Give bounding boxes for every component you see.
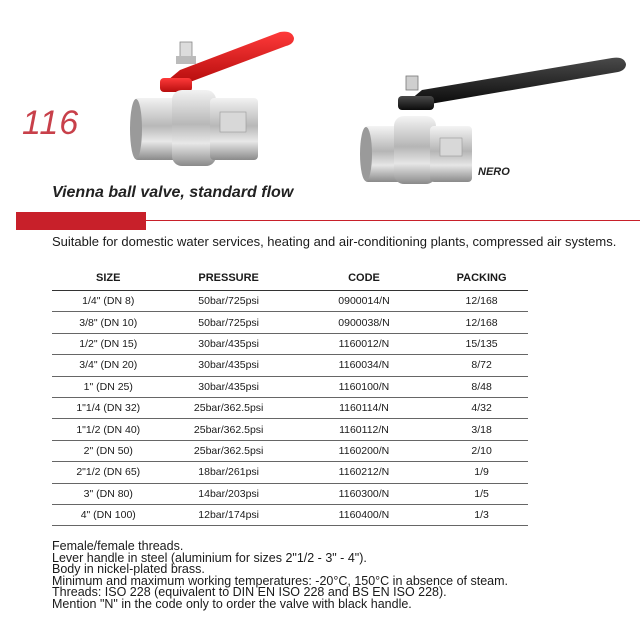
table-row [52,483,528,504]
cell-size: 1"1/4 (DN 32) [52,397,165,418]
cell-code: 1160012/N [293,333,435,354]
note-threads: Female/female threads. [52,539,184,553]
header-code: CODE [293,266,435,291]
header-pressure: PRESSURE [165,266,293,291]
specs-table [52,266,528,526]
cell-packing: 8/48 [435,376,528,397]
cell-code: 1160034/N [293,355,435,376]
product-notes [52,541,640,611]
cell-code: 1160300/N [293,483,435,504]
cell-size: 1"1/2 (DN 40) [52,419,165,440]
cell-size: 1" (DN 25) [52,376,165,397]
cell-code: 1160112/N [293,419,435,440]
model-number: 116 [22,104,80,142]
cell-code: 1160114/N [293,397,435,418]
cell-packing: 4/32 [435,397,528,418]
cell-pressure: 50bar/725psi [165,291,293,312]
cell-pressure: 18bar/261psi [165,462,293,483]
cell-size: 3" (DN 80) [52,483,165,504]
table-row [52,504,528,525]
table-row [52,397,528,418]
header-packing: PACKING [435,266,528,291]
table-row [52,376,528,397]
variant-label-nero: NERO [478,166,510,178]
product-description: Suitable for domestic water services, heating and air-conditioning plants, compressed air systems. [52,234,617,249]
cell-pressure: 50bar/725psi [165,312,293,333]
note-thread-standard: Threads: ISO 228 (equivalent to DIN EN ISO 228 and BS EN ISO 228). [52,585,447,600]
cell-packing: 2/10 [435,440,528,461]
cell-code: 1160212/N [293,462,435,483]
note-black-handle-order: Mention "N" in the code only to order the valve with black handle. [52,596,412,611]
cell-pressure: 14bar/203psi [165,483,293,504]
cell-code: 1160400/N [293,504,435,525]
cell-code: 1160200/N [293,440,435,461]
cell-pressure: 30bar/435psi [165,355,293,376]
cell-size: 1/2" (DN 15) [52,333,165,354]
cell-size: 2" (DN 50) [52,440,165,461]
cell-pressure: 12bar/174psi [165,504,293,525]
table-row [52,419,528,440]
cell-size: 3/8" (DN 10) [52,312,165,333]
valve-red-handle-image [120,28,300,178]
cell-pressure: 30bar/435psi [165,333,293,354]
cell-size: 4" (DN 100) [52,504,165,525]
divider-line [146,220,640,221]
cell-code: 1160100/N [293,376,435,397]
table-row [52,355,528,376]
table-row [52,312,528,333]
cell-code: 0900038/N [293,312,435,333]
cell-pressure: 25bar/362.5psi [165,419,293,440]
cell-code: 0900014/N [293,291,435,312]
cell-packing: 12/168 [435,291,528,312]
cell-packing: 1/9 [435,462,528,483]
cell-pressure: 30bar/435psi [165,376,293,397]
accent-red-bar [16,212,146,230]
cell-packing: 15/135 [435,333,528,354]
cell-packing: 12/168 [435,312,528,333]
cell-packing: 8/72 [435,355,528,376]
table-row [52,440,528,461]
cell-packing: 1/5 [435,483,528,504]
cell-pressure: 25bar/362.5psi [165,440,293,461]
note-lever-handle: Lever handle in steel (aluminium for sizes 2"1/2 - 3" - 4"). [52,550,367,565]
cell-packing: 1/3 [435,504,528,525]
header-size: SIZE [52,266,165,291]
product-title: Vienna ball valve, standard flow [52,184,294,201]
table-row [52,291,528,312]
table-row [52,462,528,483]
note-body: Body in nickel-plated brass. [52,562,205,577]
cell-size: 3/4" (DN 20) [52,355,165,376]
cell-pressure: 25bar/362.5psi [165,397,293,418]
cell-size: 1/4" (DN 8) [52,291,165,312]
note-temperatures: Minimum and maximum working temperatures: -20°C, 150°C in absence of steam. [52,573,509,588]
cell-size: 2"1/2 (DN 65) [52,462,165,483]
cell-packing: 3/18 [435,419,528,440]
table-row [52,333,528,354]
table-header-row [52,266,528,291]
